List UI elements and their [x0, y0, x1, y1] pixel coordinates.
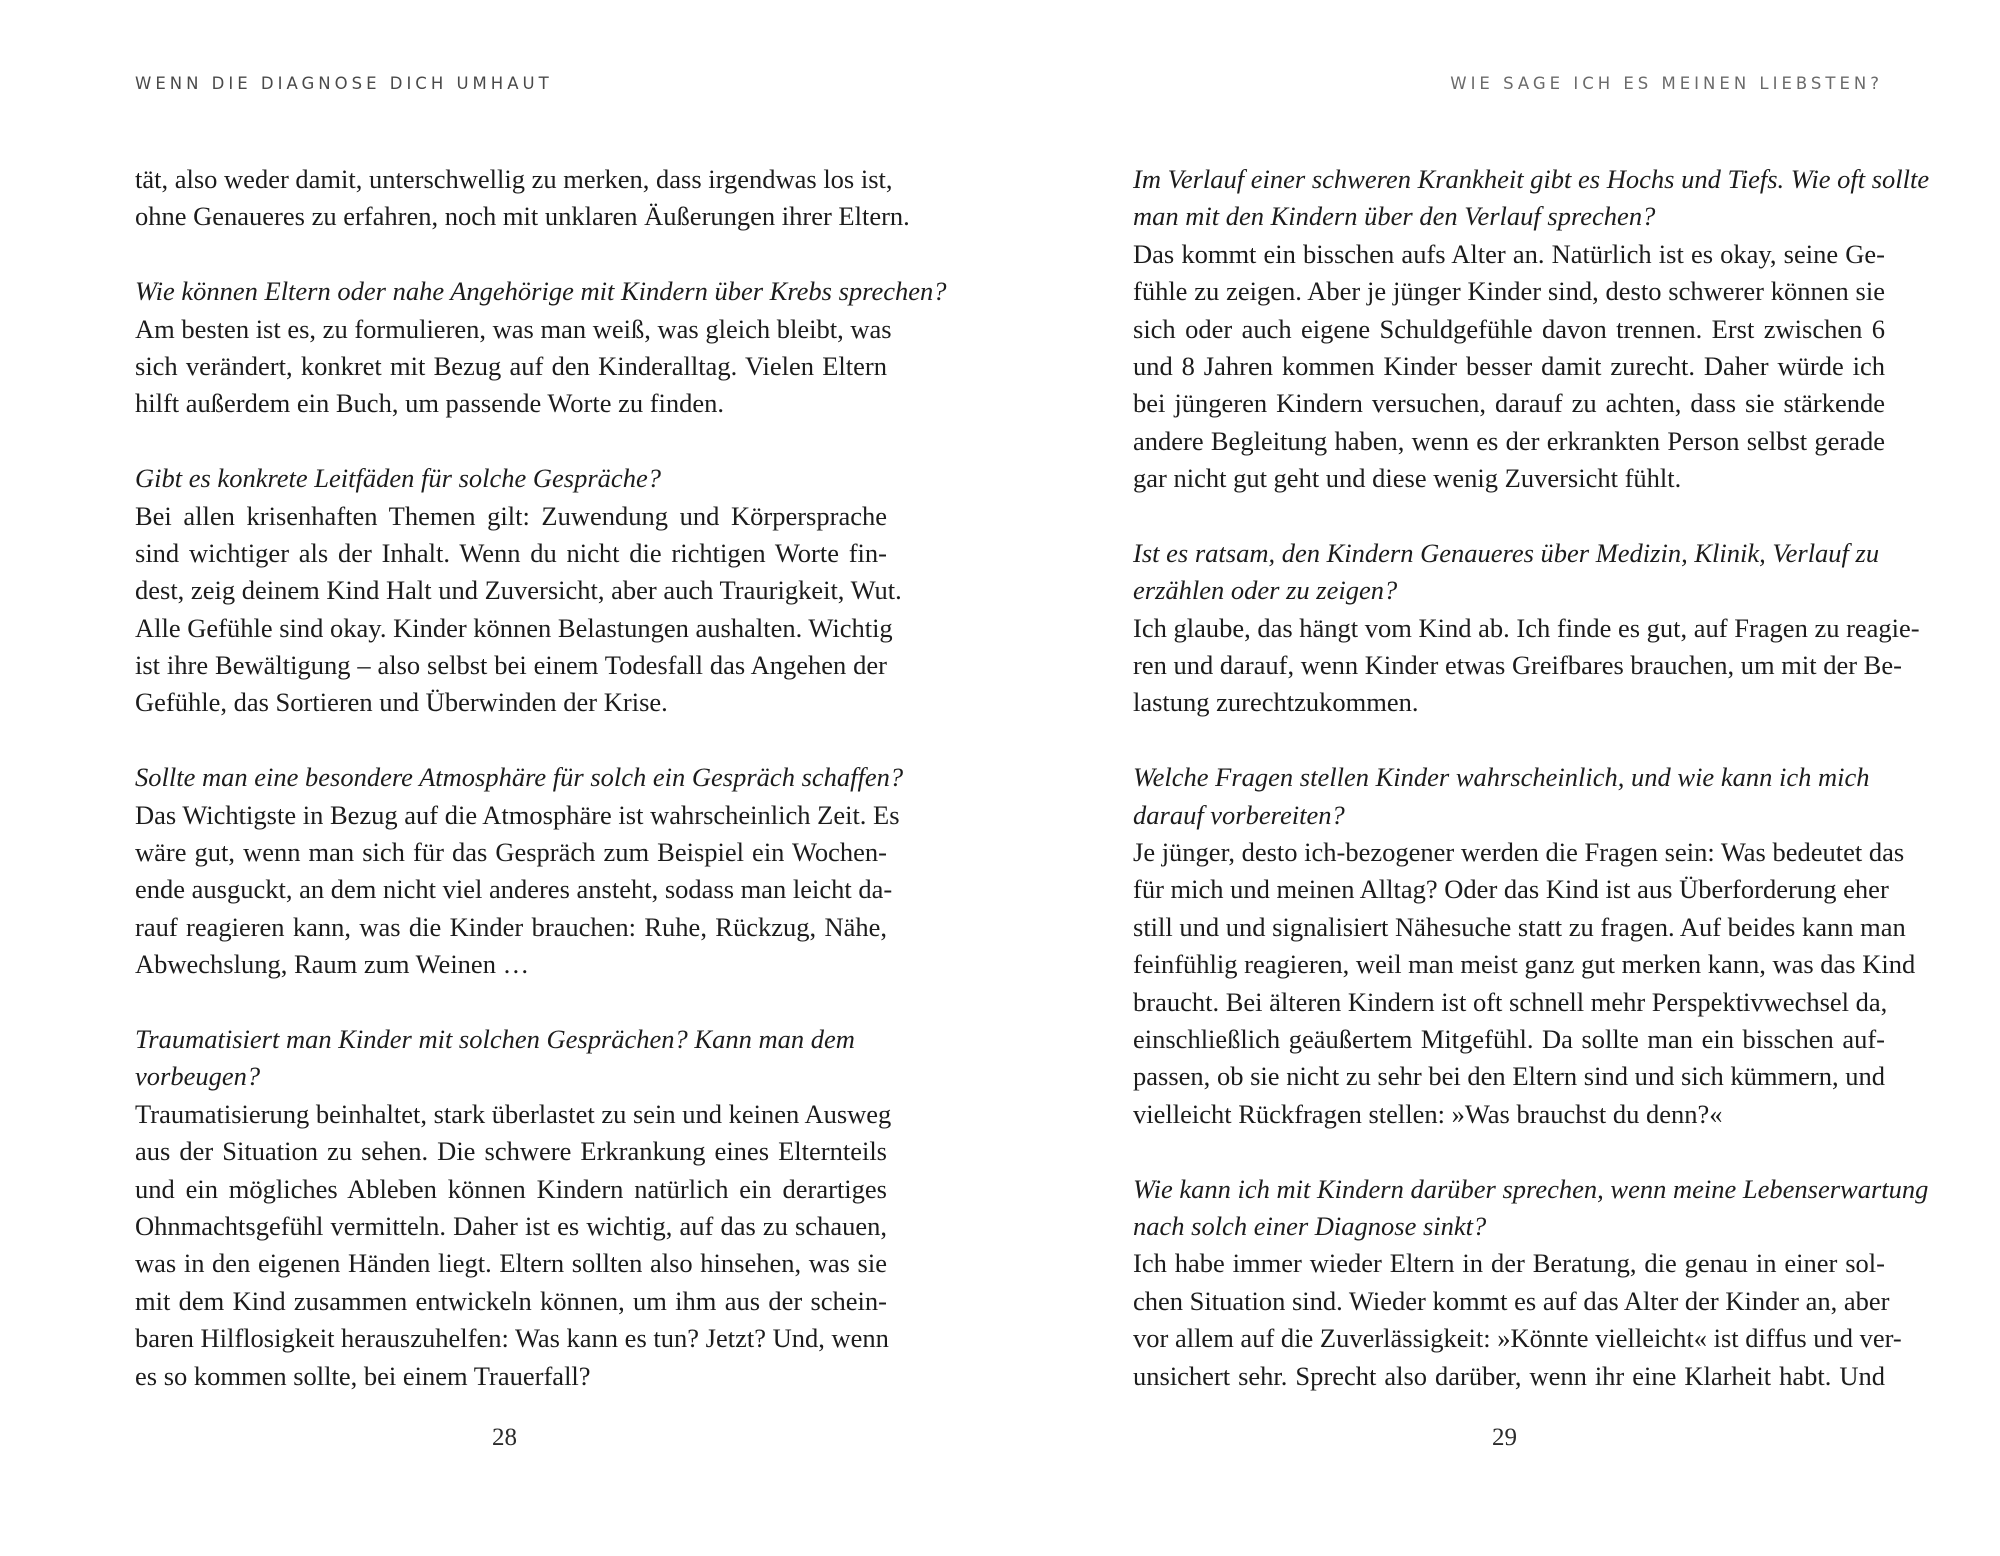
- text-line: braucht. Bei älteren Kindern ist oft schnell mehr Perspektivwechsel da,: [1133, 986, 1888, 1017]
- text-line: wäre gut, wenn man sich für das Gespräch zum Beispiel ein Wochen-: [135, 837, 887, 868]
- answer-paragraph: [135, 797, 900, 984]
- question-paragraph: [1133, 161, 1930, 236]
- question-paragraph: [135, 1021, 887, 1096]
- question-line: Traumatisiert man Kinder mit solchen Gesprächen? Kann man dem: [135, 1023, 855, 1054]
- text-line: ende ausguckt, an dem nicht viel anderes ansteht, sodass man leicht da-: [135, 874, 893, 905]
- question-line: Sollte man eine besondere Atmosphäre für solch ein Gespräch schaffen?: [135, 762, 904, 793]
- text-line: Abwechslung, Raum zum Weinen …: [135, 949, 530, 980]
- text-line: sind wichtiger als der Inhalt. Wenn du nicht die richtigen Worte fin-: [135, 537, 887, 568]
- answer-paragraph: [135, 161, 910, 236]
- running-head-right: WIE SAGE ICH ES MEINEN LIEBSTEN?: [1450, 74, 1883, 93]
- text-line: unsichert sehr. Sprecht also darüber, wenn ihr eine Klarheit habt. Und: [1133, 1360, 1885, 1391]
- question-paragraph: [1133, 1171, 1929, 1246]
- question-line: Wie können Eltern oder nahe Angehörige mit Kindern über Krebs sprechen?: [135, 276, 947, 307]
- text-line: vor allem auf die Zuverlässigkeit: »Könnte vielleicht« ist diffus und ver-: [1133, 1323, 1902, 1354]
- paragraph-gap: [135, 984, 887, 1021]
- text-line: dest, zeig deinem Kind Halt und Zuversicht, aber auch Traurigkeit, Wut.: [135, 575, 902, 606]
- answer-paragraph: [135, 311, 892, 423]
- text-line: ren und darauf, wenn Kinder etwas Greifbares brauchen, um mit der Be-: [1133, 650, 1902, 681]
- question-paragraph: [135, 460, 887, 497]
- running-head-left: WENN DIE DIAGNOSE DICH UMHAUT: [135, 74, 553, 93]
- text-line: chen Situation sind. Wieder kommt es auf das Alter der Kinder an, aber: [1133, 1285, 1890, 1316]
- text-line: fühle zu zeigen. Aber je jünger Kinder sind, desto schwerer können sie: [1133, 276, 1885, 307]
- question-line: Wie kann ich mit Kindern darüber sprechen, wenn meine Lebenserwartung: [1133, 1173, 1929, 1204]
- text-line: Traumatisierung beinhaltet, stark überlastet zu sein und keinen Ausweg: [135, 1098, 892, 1129]
- text-line: Das kommt ein bisschen aufs Alter an. Natürlich ist es okay, seine Ge-: [1133, 238, 1885, 269]
- text-line: es so kommen sollte, bei einem Trauerfall?: [135, 1360, 591, 1391]
- paragraph-gap: [135, 423, 887, 460]
- text-line: sich verändert, konkret mit Bezug auf den Kinderalltag. Vielen Eltern: [135, 350, 887, 381]
- text-line: sich oder auch eigene Schuldgefühle davon trennen. Erst zwischen 6: [1133, 313, 1885, 344]
- page-number-left: 28: [492, 1424, 517, 1451]
- text-line: tät, also weder damit, unterschwellig zu merken, dass irgendwas los ist,: [135, 164, 893, 194]
- answer-paragraph: [1133, 1245, 1902, 1395]
- text-line: was in den eigenen Händen liegt. Eltern sollten also hinsehen, was sie: [135, 1248, 887, 1279]
- text-line: mit dem Kind zusammen entwickeln können, um ihm aus der schein-: [135, 1285, 887, 1316]
- right-page-text: [1133, 161, 1930, 1395]
- paragraph-gap: [135, 722, 887, 759]
- text-line: und ein mögliches Ableben können Kindern natürlich ein derartiges: [135, 1173, 887, 1204]
- text-line: vielleicht Rückfragen stellen: »Was brauchst du denn?«: [1133, 1098, 1723, 1129]
- answer-paragraph: [135, 498, 902, 722]
- text-line: hilft außerdem ein Buch, um passende Worte zu finden.: [135, 388, 725, 419]
- question-paragraph: [135, 759, 904, 796]
- text-line: Ich habe immer wieder Eltern in der Beratung, die genau in einer sol-: [1133, 1248, 1885, 1279]
- text-line: lastung zurechtzukommen.: [1133, 687, 1419, 718]
- text-line: still und und signalisiert Nähesuche statt zu fragen. Auf beides kann man: [1133, 911, 1906, 942]
- page-number-right: 29: [1492, 1424, 1517, 1451]
- text-line: Am besten ist es, zu formulieren, was man weiß, was gleich bleibt, was: [135, 313, 892, 344]
- text-line: und 8 Jahren kommen Kinder besser damit zurecht. Daher würde ich: [1133, 350, 1885, 381]
- question-paragraph: [1133, 535, 1885, 610]
- paragraph-gap: [1133, 498, 1885, 535]
- text-line: Je jünger, desto ich-bezogener werden die Fragen sein: Was bedeutet das: [1133, 837, 1905, 868]
- question-line: Welche Fragen stellen Kinder wahrscheinlich, und wie kann ich mich: [1133, 762, 1870, 793]
- answer-paragraph: [1133, 610, 1920, 722]
- question-paragraph: [135, 273, 947, 310]
- question-line: Ist es ratsam, den Kindern Genaueres über Medizin, Klinik, Verlauf zu: [1133, 537, 1880, 568]
- text-line: baren Hilflosigkeit herauszuhelfen: Was kann es tun? Jetzt? Und, wenn: [135, 1323, 889, 1354]
- answer-paragraph: [1133, 834, 1916, 1133]
- right-page: [1000, 0, 2000, 1556]
- question-line: vorbeugen?: [135, 1061, 261, 1092]
- question-line: man mit den Kindern über den Verlauf sprechen?: [1133, 201, 1656, 232]
- paragraph-gap: [1133, 1133, 1885, 1170]
- text-line: Ich glaube, das hängt vom Kind ab. Ich finde es gut, auf Fragen zu reagie-: [1133, 612, 1920, 643]
- answer-paragraph: [135, 1096, 892, 1395]
- text-line: rauf reagieren kann, was die Kinder brauchen: Ruhe, Rückzug, Nähe,: [135, 911, 887, 942]
- text-line: Das Wichtigste in Bezug auf die Atmosphäre ist wahrscheinlich Zeit. Es: [135, 799, 900, 830]
- text-line: feinfühlig reagieren, weil man meist ganz gut merken kann, was das Kind: [1133, 949, 1916, 980]
- text-line: Gefühle, das Sortieren und Überwinden der Krise.: [135, 687, 668, 718]
- text-line: ohne Genaueres zu erfahren, noch mit unklaren Äußerungen ihrer Eltern.: [135, 201, 910, 232]
- text-line: bei jüngeren Kindern versuchen, darauf zu achten, dass sie stärkende: [1133, 388, 1885, 419]
- text-line: ist ihre Bewältigung – also selbst bei einem Todesfall das Angehen der: [135, 650, 887, 681]
- question-line: Im Verlauf einer schweren Krankheit gibt es Hochs und Tiefs. Wie oft sollte: [1133, 164, 1930, 194]
- text-line: Bei allen krisenhaften Themen gilt: Zuwendung und Körpersprache: [135, 500, 887, 531]
- question-paragraph: [1133, 759, 1885, 834]
- text-line: Ohnmachtsgefühl vermitteln. Daher ist es wichtig, auf das zu schauen,: [135, 1210, 887, 1241]
- text-line: einschließlich geäußertem Mitgefühl. Da sollte man ein bisschen auf-: [1133, 1023, 1885, 1054]
- question-line: Gibt es konkrete Leitfäden für solche Gespräche?: [135, 463, 661, 494]
- answer-paragraph: [1133, 236, 1885, 498]
- text-line: für mich und meinen Alltag? Oder das Kind ist aus Überforderung eher: [1133, 874, 1889, 905]
- text-line: andere Begleitung haben, wenn es der erkrankten Person selbst gerade: [1133, 425, 1885, 456]
- question-line: erzählen oder zu zeigen?: [1133, 575, 1398, 606]
- question-line: nach solch einer Diagnose sinkt?: [1133, 1210, 1487, 1241]
- paragraph-gap: [1133, 722, 1885, 759]
- text-line: gar nicht gut geht und diese wenig Zuversicht fühlt.: [1133, 463, 1682, 494]
- text-line: Alle Gefühle sind okay. Kinder können Belastungen aushalten. Wichtig: [135, 612, 893, 643]
- question-line: darauf vorbereiten?: [1133, 799, 1345, 830]
- paragraph-gap: [135, 236, 887, 273]
- left-page-text: [135, 161, 947, 1395]
- text-line: passen, ob sie nicht zu sehr bei den Eltern sind und sich kümmern, und: [1133, 1061, 1885, 1092]
- text-line: aus der Situation zu sehen. Die schwere Erkrankung eines Elternteils: [135, 1136, 887, 1167]
